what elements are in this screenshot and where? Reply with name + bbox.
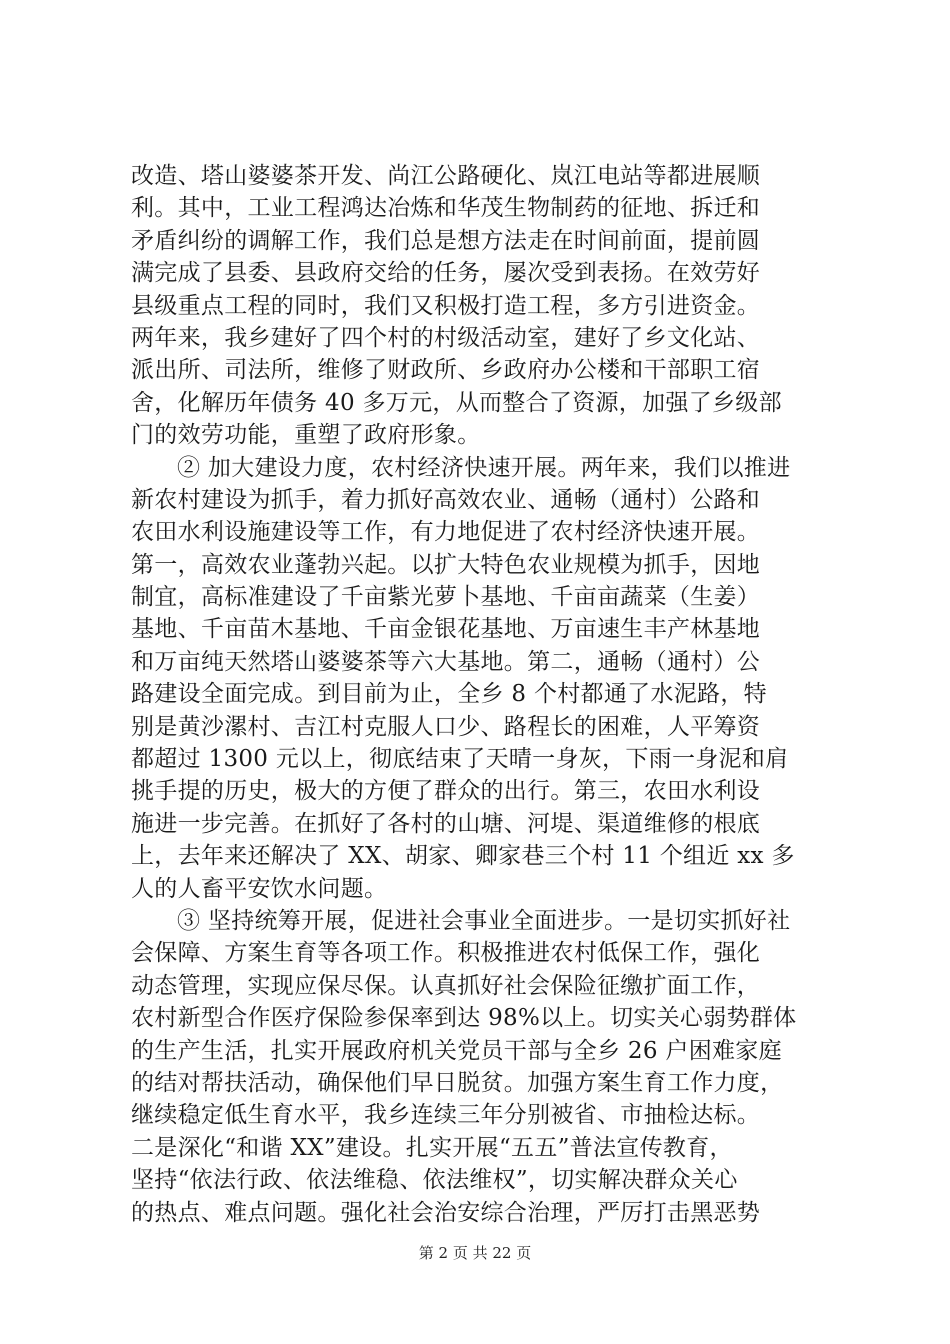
- text-line: 上，去年来还解决了 XX、胡家、卿家巷三个村 11 个组近 xx 多: [131, 843, 795, 870]
- text-line: 二是深化“和谐 XX”建设。扎实开展“五五”普法宣传教育，: [131, 1134, 733, 1161]
- text-line: 两年来，我乡建好了四个村的村级活动室，建好了乡文化站、: [131, 324, 761, 351]
- text-line: 继续稳定低生育水平，我乡连续三年分别被省、市抽检达标。: [131, 1102, 761, 1129]
- text-line: 舍，化解历年债务 40 多万元，从而整合了资源，加强了乡级部: [131, 389, 782, 416]
- text-line: 满完成了县委、县政府交给的任务，屡次受到表扬。在效劳好: [131, 260, 761, 287]
- text-line: 和万亩纯天然塔山婆婆茶等六大基地。第二，通畅（通村）公: [131, 648, 761, 675]
- text-line: 矛盾纠纷的调解工作，我们总是想方法走在时间前面，提前圆: [131, 227, 761, 254]
- text-line: 农田水利设施建设等工作，有力地促进了农村经济快速开展。: [131, 519, 761, 546]
- paragraph-start-line: ③ 坚持统筹开展，促进社会事业全面进步。一是切实抓好社: [177, 907, 791, 934]
- text-line: 的热点、难点问题。强化社会治安综合治理，严厉打击黑恶势: [131, 1199, 761, 1226]
- body-text: [131, 160, 831, 1229]
- text-line: 人的人畜平安饮水问题。: [131, 875, 388, 902]
- text-line: 利。其中，工业工程鸿达冶炼和华茂生物制药的征地、拆迁和: [131, 195, 761, 222]
- text-line: 县级重点工程的同时，我们又积极打造工程，多方引进资金。: [131, 292, 761, 319]
- text-line: 第一，高效农业蓬勃兴起。以扩大特色农业规模为抓手，因地: [131, 551, 761, 578]
- page-number-footer: 第 2 页 共 22 页: [418, 1244, 532, 1262]
- text-line: 基地、千亩苗木基地、千亩金银花基地、万亩速生丰产林基地: [131, 616, 761, 643]
- text-line: 的结对帮扶活动，确保他们早日脱贫。加强方案生育工作力度，: [131, 1069, 784, 1096]
- text-line: 施进一步完善。在抓好了各村的山塘、河堤、渠道维修的根底: [131, 810, 761, 837]
- text-line: 都超过 1300 元以上，彻底结束了天晴一身灰，下雨一身泥和肩: [131, 746, 789, 773]
- paragraph-start-line: ② 加大建设力度，农村经济快速开展。两年来，我们以推进: [177, 454, 791, 481]
- text-line: 制宜，高标准建设了千亩紫光萝卜基地、千亩亩蔬菜（生姜）: [131, 584, 761, 611]
- text-line: 别是黄沙漯村、吉江村克服人口少、路程长的困难，人平筹资: [131, 713, 761, 740]
- text-line: 农村新型合作医疗保险参保率到达 98%以上。切实关心弱势群体: [131, 1005, 797, 1032]
- text-line: 的生产生活，扎实开展政府机关党员干部与全乡 26 户困难家庭: [131, 1037, 782, 1064]
- text-line: 会保障、方案生育等各项工作。积极推进农村低保工作，强化: [131, 940, 761, 967]
- text-line: 动态管理，实现应保尽保。认真抓好社会保险征缴扩面工作，: [131, 972, 761, 999]
- text-line: 派出所、司法所，维修了财政所、乡政府办公楼和干部职工宿: [131, 357, 761, 384]
- text-line: 新农村建设为抓手，着力抓好高效农业、通畅（通村）公路和: [131, 486, 761, 513]
- text-line: 路建设全面完成。到目前为止，全乡 8 个村都通了水泥路，特: [131, 681, 767, 708]
- text-line: 挑手提的历史，极大的方便了群众的出行。第三，农田水利设: [131, 778, 761, 805]
- text-line: 改造、塔山婆婆茶开发、尚江公路硬化、岚江电站等都进展顺: [131, 163, 761, 189]
- text-line: 坚持“依法行政、依法维稳、依法维权”，切实解决群众关心: [131, 1167, 738, 1194]
- text-line: 门的效劳功能，重塑了政府形象。: [131, 422, 481, 449]
